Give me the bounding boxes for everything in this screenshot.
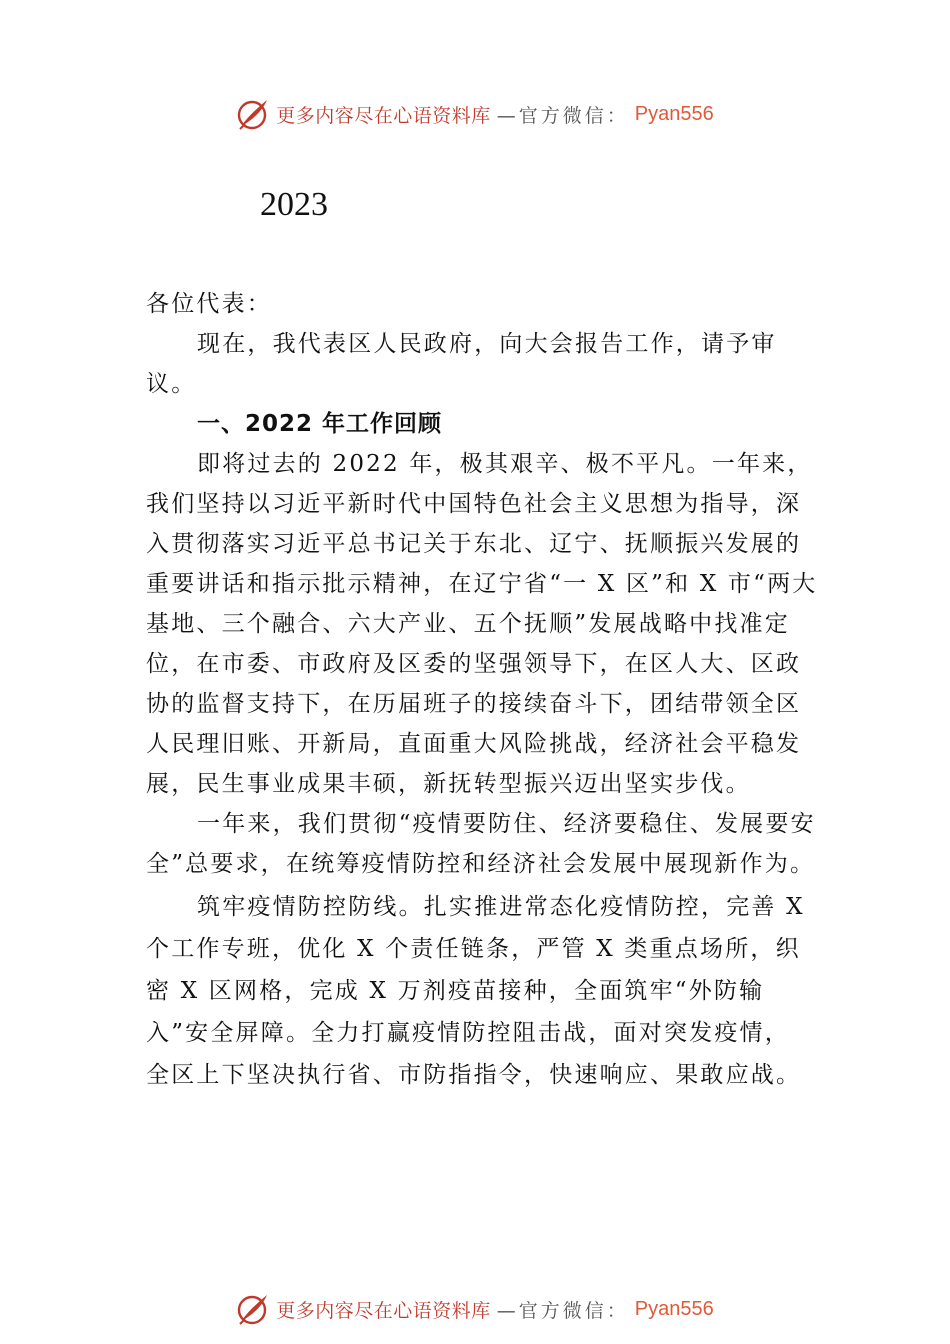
document-year-title: 2023 [260,186,328,223]
header-banner [0,94,950,134]
header-banner-label: —官方微信： [496,104,629,127]
body-paragraph-1: 即将过去的 2022 年，极其艰辛、极不平凡。一年来，我们坚持以习近平新时代中国特色社会主义思想为指导，深入贯彻落实习近平总书记关于东北、辽宁、抚顺振兴发展的重要讲话和指示批示精神，在辽宁省“一 X 区”和 X 市“两大基地、三个融合、六大产业、五个抚顺”发展战略中找准定位，在市委、市政府及区委的坚强领导下，在区人大、区政协的监督支持下，在历届班子的接续奋斗下，团结带领全区人民理旧账、开新局，直面重大风险挑战，经济社会平稳发展，民生事业成果丰硕，新抚转型振兴迈出坚实步伐。 [146,451,818,797]
quill-pen-seal-icon [236,1292,270,1326]
footer-banner-wechat-id: Pyan556 [634,1297,714,1320]
body-paragraph-2: 一年来，我们贯彻“疫情要防住、经济要稳住、发展要安全”总要求，在统筹疫情防控和经济社会发展中展现新作为。 [146,811,816,877]
opening-paragraph: 现在，我代表区人民政府，向大会报告工作，请予审议。 [146,331,777,397]
header-banner-wechat-id: Pyan556 [634,102,714,125]
section-heading: 一、2022 年工作回顾 [197,411,443,437]
header-banner-title: 更多内容尽在心语资料库 [276,104,491,127]
quill-pen-seal-icon [236,97,270,131]
document-body [146,284,818,1096]
footer-banner-title: 更多内容尽在心语资料库 [276,1299,491,1322]
salutation: 各位代表： [146,291,272,317]
body-paragraph-3: 筑牢疫情防控防线。扎实推进常态化疫情防控，完善 X 个工作专班，优化 X 个责任链条，严管 X 类重点场所，织密 X 区网格，完成 X 万剂疫苗接种，全面筑牢“外防输入”安全屏障。全力打赢疫情防控阻击战，面对突发疫情， 全区上下坚决执行省、市防指指令，快速响应、果敢应战。 [146,894,805,1088]
footer-banner [0,1289,950,1329]
footer-banner-label: —官方微信： [496,1299,629,1322]
